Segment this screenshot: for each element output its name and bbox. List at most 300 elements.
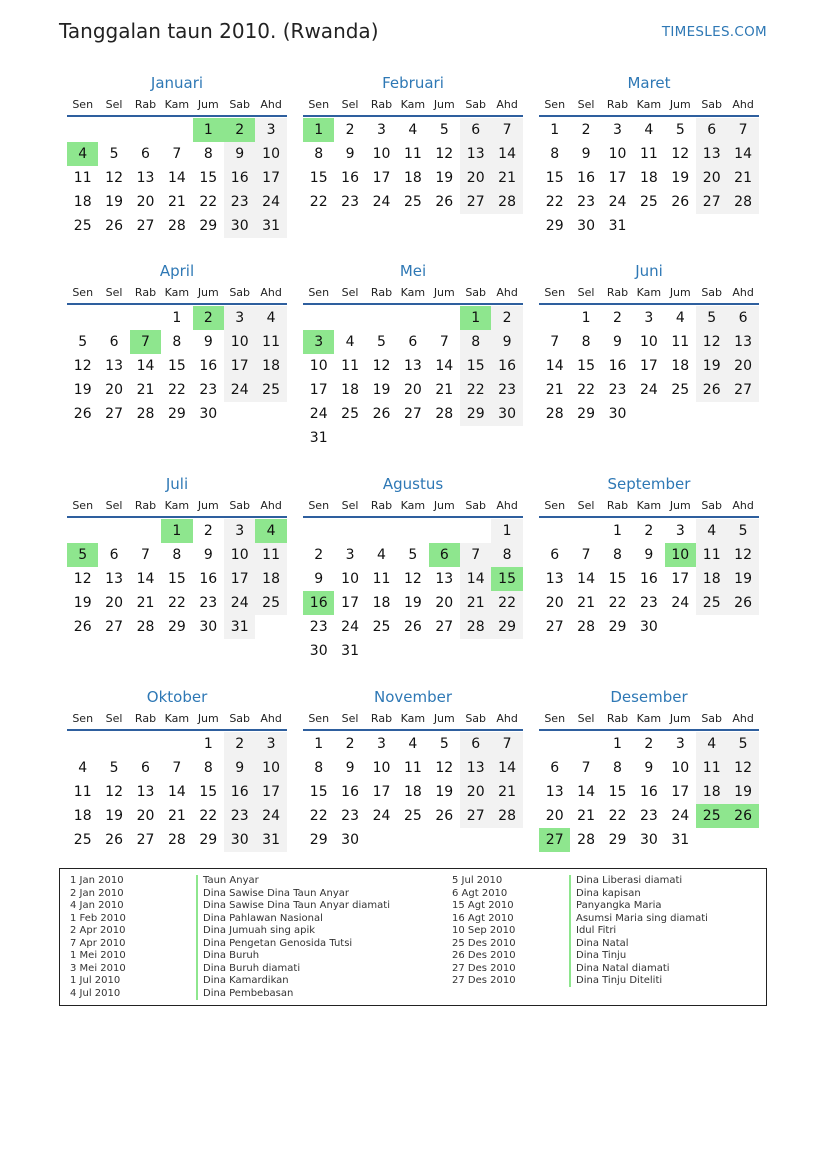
holiday-day[interactable]: 6	[429, 543, 460, 567]
calendar-day[interactable]: 14	[498, 146, 516, 162]
calendar-day[interactable]: 30	[577, 218, 595, 234]
calendar-day[interactable]: 28	[136, 406, 155, 422]
calendar-day[interactable]: 1	[502, 523, 512, 539]
calendar-day[interactable]: 14	[136, 571, 155, 587]
calendar-day[interactable]: 6	[109, 334, 119, 350]
calendar-day[interactable]: 23	[341, 194, 359, 210]
calendar-day[interactable]: 1	[172, 310, 182, 326]
calendar-day[interactable]: 7	[172, 146, 182, 162]
calendar-day[interactable]: 22	[608, 808, 627, 824]
calendar-day[interactable]: 26	[702, 382, 721, 398]
calendar-day[interactable]: 27	[734, 382, 752, 398]
calendar-day[interactable]: 14	[577, 784, 595, 800]
calendar-day[interactable]: 26	[372, 406, 391, 422]
calendar-day[interactable]: 13	[702, 146, 721, 162]
calendar-day[interactable]: 13	[105, 358, 123, 374]
calendar-day[interactable]: 15	[199, 170, 218, 186]
calendar-day[interactable]: 4	[266, 310, 276, 326]
calendar-day[interactable]: 28	[167, 218, 186, 234]
calendar-day[interactable]: 19	[372, 382, 391, 398]
calendar-day[interactable]: 25	[262, 382, 280, 398]
calendar-day[interactable]: 9	[203, 334, 213, 350]
calendar-day[interactable]: 11	[403, 760, 422, 776]
calendar-day[interactable]: 8	[613, 760, 622, 776]
calendar-day[interactable]: 13	[545, 784, 564, 800]
calendar-day[interactable]: 20	[136, 808, 155, 824]
calendar-day[interactable]: 25	[403, 194, 422, 210]
calendar-day[interactable]: 24	[608, 194, 627, 210]
calendar-day[interactable]: 26	[73, 406, 92, 422]
calendar-day[interactable]: 1	[581, 310, 591, 326]
calendar-day[interactable]: 20	[545, 595, 564, 611]
calendar-day[interactable]: 5	[675, 122, 685, 138]
calendar-day[interactable]: 4	[78, 760, 88, 776]
calendar-day[interactable]: 20	[136, 194, 155, 210]
calendar-day[interactable]: 12	[435, 146, 454, 162]
calendar-day[interactable]: 7	[581, 760, 591, 776]
calendar-day[interactable]: 4	[345, 334, 355, 350]
calendar-day[interactable]: 29	[545, 218, 564, 234]
calendar-day[interactable]: 29	[199, 832, 218, 848]
calendar-day[interactable]: 30	[230, 218, 249, 234]
calendar-day[interactable]: 12	[435, 760, 454, 776]
calendar-day[interactable]: 9	[502, 334, 512, 350]
calendar-day[interactable]: 10	[341, 571, 359, 587]
calendar-day[interactable]: 25	[262, 595, 280, 611]
calendar-day[interactable]: 14	[545, 358, 564, 374]
holiday-day[interactable]: 1	[303, 118, 334, 142]
calendar-day[interactable]: 6	[471, 736, 481, 752]
calendar-day[interactable]: 2	[644, 736, 654, 752]
calendar-day[interactable]: 22	[167, 595, 186, 611]
calendar-day[interactable]: 15	[466, 358, 485, 374]
holiday-day[interactable]: 27	[539, 828, 570, 852]
calendar-day[interactable]: 24	[671, 595, 690, 611]
calendar-day[interactable]: 3	[266, 736, 276, 752]
calendar-day[interactable]: 7	[439, 334, 449, 350]
calendar-day[interactable]: 18	[73, 808, 92, 824]
calendar-day[interactable]: 19	[671, 170, 690, 186]
calendar-day[interactable]: 28	[435, 406, 454, 422]
calendar-day[interactable]: 8	[550, 146, 560, 162]
calendar-day[interactable]: 8	[172, 334, 182, 350]
calendar-day[interactable]: 27	[136, 832, 155, 848]
calendar-day[interactable]: 18	[403, 784, 422, 800]
calendar-day[interactable]: 21	[435, 382, 454, 398]
calendar-day[interactable]: 15	[167, 571, 186, 587]
calendar-day[interactable]: 24	[230, 595, 249, 611]
calendar-day[interactable]: 10	[230, 334, 249, 350]
calendar-day[interactable]: 26	[671, 194, 690, 210]
calendar-day[interactable]: 17	[372, 784, 391, 800]
calendar-day[interactable]: 18	[702, 784, 721, 800]
calendar-day[interactable]: 21	[577, 808, 595, 824]
calendar-day[interactable]: 31	[341, 643, 359, 659]
holiday-day[interactable]: 2	[193, 306, 224, 330]
calendar-day[interactable]: 13	[545, 571, 564, 587]
calendar-day[interactable]: 24	[639, 382, 658, 398]
calendar-day[interactable]: 14	[435, 358, 454, 374]
calendar-day[interactable]: 13	[105, 571, 123, 587]
calendar-day[interactable]: 3	[675, 523, 685, 539]
calendar-day[interactable]: 11	[702, 547, 721, 563]
calendar-day[interactable]: 19	[403, 595, 422, 611]
calendar-day[interactable]: 7	[581, 547, 591, 563]
calendar-day[interactable]: 16	[199, 571, 218, 587]
calendar-day[interactable]: 29	[167, 406, 186, 422]
calendar-day[interactable]: 15	[199, 784, 218, 800]
calendar-day[interactable]: 15	[608, 784, 627, 800]
calendar-day[interactable]: 22	[167, 382, 186, 398]
calendar-day[interactable]: 22	[577, 382, 595, 398]
holiday-day[interactable]: 3	[303, 330, 334, 354]
calendar-day[interactable]: 5	[78, 334, 88, 350]
calendar-day[interactable]: 12	[403, 571, 422, 587]
calendar-day[interactable]: 28	[577, 832, 595, 848]
calendar-day[interactable]: 16	[577, 170, 595, 186]
calendar-day[interactable]: 11	[671, 334, 690, 350]
calendar-day[interactable]: 6	[550, 760, 560, 776]
calendar-day[interactable]: 12	[372, 358, 391, 374]
calendar-day[interactable]: 24	[262, 808, 280, 824]
calendar-day[interactable]: 5	[738, 523, 748, 539]
calendar-day[interactable]: 9	[314, 571, 324, 587]
calendar-day[interactable]: 10	[372, 146, 391, 162]
calendar-day[interactable]: 23	[577, 194, 595, 210]
calendar-day[interactable]: 18	[702, 571, 721, 587]
calendar-day[interactable]: 19	[73, 382, 92, 398]
calendar-day[interactable]: 5	[377, 334, 386, 350]
calendar-day[interactable]: 14	[466, 571, 485, 587]
holiday-day[interactable]: 25	[696, 804, 727, 828]
calendar-day[interactable]: 19	[734, 571, 752, 587]
calendar-day[interactable]: 29	[608, 619, 627, 635]
calendar-day[interactable]: 21	[498, 784, 516, 800]
calendar-day[interactable]: 29	[309, 832, 328, 848]
calendar-day[interactable]: 18	[372, 595, 391, 611]
calendar-day[interactable]: 18	[639, 170, 658, 186]
calendar-day[interactable]: 11	[639, 146, 658, 162]
calendar-day[interactable]: 18	[262, 571, 280, 587]
calendar-day[interactable]: 16	[230, 170, 249, 186]
calendar-day[interactable]: 20	[734, 358, 752, 374]
calendar-day[interactable]: 27	[466, 808, 485, 824]
calendar-day[interactable]: 20	[466, 170, 485, 186]
calendar-day[interactable]: 15	[309, 784, 328, 800]
calendar-day[interactable]: 24	[372, 808, 391, 824]
calendar-day[interactable]: 26	[403, 619, 422, 635]
calendar-day[interactable]: 26	[73, 619, 92, 635]
holiday-day[interactable]: 10	[665, 543, 696, 567]
holiday-day[interactable]: 1	[161, 519, 192, 543]
calendar-day[interactable]: 9	[203, 547, 213, 563]
calendar-day[interactable]: 25	[639, 194, 658, 210]
calendar-day[interactable]: 14	[498, 760, 516, 776]
calendar-day[interactable]: 17	[639, 358, 658, 374]
calendar-day[interactable]: 30	[639, 832, 658, 848]
calendar-day[interactable]: 31	[230, 619, 249, 635]
calendar-day[interactable]: 18	[403, 170, 422, 186]
calendar-day[interactable]: 5	[109, 146, 119, 162]
calendar-day[interactable]: 4	[408, 736, 418, 752]
calendar-day[interactable]: 20	[435, 595, 454, 611]
holiday-day[interactable]: 16	[303, 591, 334, 615]
calendar-day[interactable]: 25	[73, 218, 92, 234]
calendar-day[interactable]: 25	[372, 619, 391, 635]
calendar-day[interactable]: 12	[105, 784, 123, 800]
calendar-day[interactable]: 2	[644, 523, 654, 539]
calendar-day[interactable]: 18	[341, 382, 359, 398]
calendar-day[interactable]: 7	[550, 334, 560, 350]
calendar-day[interactable]: 7	[471, 547, 481, 563]
calendar-day[interactable]: 27	[435, 619, 454, 635]
calendar-day[interactable]: 9	[235, 760, 245, 776]
calendar-day[interactable]: 26	[734, 595, 752, 611]
calendar-day[interactable]: 8	[581, 334, 591, 350]
calendar-day[interactable]: 7	[738, 122, 748, 138]
calendar-day[interactable]: 13	[136, 784, 155, 800]
calendar-day[interactable]: 3	[675, 736, 685, 752]
calendar-day[interactable]: 13	[403, 358, 422, 374]
calendar-day[interactable]: 29	[608, 832, 627, 848]
calendar-day[interactable]: 23	[639, 808, 658, 824]
calendar-day[interactable]: 16	[639, 571, 658, 587]
calendar-day[interactable]: 5	[408, 547, 418, 563]
calendar-day[interactable]: 8	[502, 547, 512, 563]
calendar-day[interactable]: 3	[613, 122, 622, 138]
calendar-day[interactable]: 3	[644, 310, 654, 326]
calendar-day[interactable]: 3	[377, 736, 386, 752]
calendar-day[interactable]: 5	[439, 122, 449, 138]
calendar-day[interactable]: 17	[262, 170, 280, 186]
calendar-day[interactable]: 3	[377, 122, 386, 138]
calendar-day[interactable]: 14	[136, 358, 155, 374]
calendar-day[interactable]: 18	[262, 358, 280, 374]
calendar-day[interactable]: 29	[466, 406, 485, 422]
calendar-day[interactable]: 6	[738, 310, 748, 326]
calendar-day[interactable]: 23	[608, 382, 627, 398]
holiday-day[interactable]: 1	[193, 118, 224, 142]
calendar-day[interactable]: 17	[671, 571, 690, 587]
calendar-day[interactable]: 28	[498, 808, 516, 824]
calendar-day[interactable]: 31	[262, 832, 280, 848]
calendar-day[interactable]: 24	[341, 619, 359, 635]
calendar-day[interactable]: 28	[734, 194, 752, 210]
calendar-day[interactable]: 17	[608, 170, 627, 186]
calendar-day[interactable]: 25	[702, 595, 721, 611]
calendar-day[interactable]: 22	[309, 194, 328, 210]
calendar-day[interactable]: 11	[372, 571, 391, 587]
calendar-day[interactable]: 26	[435, 808, 454, 824]
calendar-day[interactable]: 23	[230, 194, 249, 210]
calendar-day[interactable]: 22	[608, 595, 627, 611]
calendar-day[interactable]: 12	[734, 547, 752, 563]
calendar-day[interactable]: 15	[608, 571, 627, 587]
calendar-day[interactable]: 16	[498, 358, 516, 374]
calendar-day[interactable]: 17	[372, 170, 391, 186]
calendar-day[interactable]: 17	[230, 358, 249, 374]
calendar-day[interactable]: 20	[105, 595, 123, 611]
calendar-day[interactable]: 9	[235, 146, 245, 162]
calendar-day[interactable]: 19	[105, 194, 123, 210]
calendar-day[interactable]: 5	[109, 760, 119, 776]
calendar-day[interactable]: 20	[403, 382, 422, 398]
calendar-day[interactable]: 28	[577, 619, 595, 635]
calendar-day[interactable]: 28	[498, 194, 516, 210]
calendar-day[interactable]: 15	[309, 170, 328, 186]
calendar-day[interactable]: 9	[581, 146, 591, 162]
calendar-day[interactable]: 8	[471, 334, 481, 350]
calendar-day[interactable]: 4	[707, 523, 717, 539]
calendar-day[interactable]: 22	[466, 382, 485, 398]
calendar-day[interactable]: 30	[309, 643, 328, 659]
calendar-day[interactable]: 12	[73, 358, 92, 374]
calendar-day[interactable]: 6	[408, 334, 418, 350]
calendar-day[interactable]: 2	[235, 736, 245, 752]
calendar-day[interactable]: 31	[309, 430, 328, 446]
calendar-day[interactable]: 8	[203, 760, 213, 776]
calendar-day[interactable]: 10	[262, 146, 280, 162]
calendar-day[interactable]: 9	[644, 547, 654, 563]
calendar-day[interactable]: 10	[608, 146, 627, 162]
calendar-day[interactable]: 9	[345, 760, 355, 776]
calendar-day[interactable]: 19	[73, 595, 92, 611]
calendar-day[interactable]: 21	[167, 194, 186, 210]
calendar-day[interactable]: 13	[435, 571, 454, 587]
calendar-day[interactable]: 21	[466, 595, 485, 611]
calendar-day[interactable]: 7	[502, 122, 512, 138]
calendar-day[interactable]: 25	[73, 832, 92, 848]
calendar-day[interactable]: 10	[671, 760, 690, 776]
calendar-day[interactable]: 10	[309, 358, 328, 374]
calendar-day[interactable]: 19	[435, 170, 454, 186]
holiday-day[interactable]: 2	[224, 118, 255, 142]
calendar-day[interactable]: 20	[466, 784, 485, 800]
calendar-day[interactable]: 23	[199, 382, 218, 398]
calendar-day[interactable]: 22	[498, 595, 516, 611]
calendar-day[interactable]: 8	[613, 547, 622, 563]
calendar-day[interactable]: 6	[109, 547, 119, 563]
calendar-day[interactable]: 6	[471, 122, 481, 138]
calendar-day[interactable]: 28	[466, 619, 485, 635]
calendar-day[interactable]: 16	[230, 784, 249, 800]
calendar-day[interactable]: 2	[581, 122, 591, 138]
calendar-day[interactable]: 17	[671, 784, 690, 800]
calendar-day[interactable]: 21	[136, 382, 155, 398]
calendar-day[interactable]: 2	[502, 310, 512, 326]
calendar-day[interactable]: 30	[608, 406, 627, 422]
calendar-day[interactable]: 27	[105, 619, 123, 635]
calendar-day[interactable]: 24	[372, 194, 391, 210]
calendar-day[interactable]: 1	[314, 736, 324, 752]
calendar-day[interactable]: 12	[734, 760, 752, 776]
calendar-day[interactable]: 2	[345, 736, 355, 752]
calendar-day[interactable]: 6	[707, 122, 717, 138]
calendar-day[interactable]: 26	[435, 194, 454, 210]
calendar-day[interactable]: 2	[314, 547, 324, 563]
calendar-day[interactable]: 8	[314, 760, 324, 776]
calendar-day[interactable]: 12	[671, 146, 690, 162]
calendar-day[interactable]: 19	[702, 358, 721, 374]
calendar-day[interactable]: 11	[73, 170, 92, 186]
calendar-day[interactable]: 23	[341, 808, 359, 824]
calendar-day[interactable]: 13	[734, 334, 752, 350]
calendar-day[interactable]: 21	[545, 382, 564, 398]
calendar-day[interactable]: 21	[136, 595, 155, 611]
calendar-day[interactable]: 3	[235, 310, 245, 326]
calendar-day[interactable]: 10	[372, 760, 391, 776]
holiday-day[interactable]: 7	[130, 330, 161, 354]
calendar-day[interactable]: 2	[345, 122, 355, 138]
holiday-day[interactable]: 4	[255, 519, 286, 543]
calendar-day[interactable]: 3	[345, 547, 355, 563]
calendar-day[interactable]: 12	[73, 571, 92, 587]
calendar-day[interactable]: 1	[613, 736, 622, 752]
calendar-day[interactable]: 30	[230, 832, 249, 848]
calendar-day[interactable]: 30	[498, 406, 516, 422]
calendar-day[interactable]: 9	[613, 334, 622, 350]
calendar-day[interactable]: 6	[141, 760, 150, 776]
calendar-day[interactable]: 30	[199, 406, 218, 422]
calendar-day[interactable]: 11	[341, 358, 359, 374]
calendar-day[interactable]: 23	[498, 382, 516, 398]
calendar-day[interactable]: 5	[439, 736, 449, 752]
calendar-day[interactable]: 5	[738, 736, 748, 752]
calendar-day[interactable]: 14	[734, 146, 752, 162]
calendar-day[interactable]: 19	[105, 808, 123, 824]
calendar-day[interactable]: 9	[345, 146, 355, 162]
calendar-day[interactable]: 25	[341, 406, 359, 422]
calendar-day[interactable]: 24	[230, 382, 249, 398]
calendar-day[interactable]: 17	[341, 595, 359, 611]
calendar-day[interactable]: 1	[613, 523, 622, 539]
calendar-day[interactable]: 7	[502, 736, 512, 752]
calendar-day[interactable]: 16	[341, 170, 359, 186]
calendar-day[interactable]: 20	[702, 170, 721, 186]
calendar-day[interactable]: 26	[105, 218, 123, 234]
calendar-day[interactable]: 11	[702, 760, 721, 776]
calendar-day[interactable]: 2	[613, 310, 622, 326]
calendar-day[interactable]: 23	[199, 595, 218, 611]
calendar-day[interactable]: 27	[403, 406, 422, 422]
calendar-day[interactable]: 21	[498, 170, 516, 186]
calendar-day[interactable]: 24	[309, 406, 328, 422]
holiday-day[interactable]: 4	[67, 142, 98, 166]
holiday-day[interactable]: 1	[460, 306, 491, 330]
calendar-day[interactable]: 12	[105, 170, 123, 186]
calendar-day[interactable]: 28	[545, 406, 564, 422]
calendar-day[interactable]: 4	[707, 736, 717, 752]
calendar-day[interactable]: 27	[136, 218, 155, 234]
calendar-day[interactable]: 14	[167, 784, 186, 800]
calendar-day[interactable]: 17	[309, 382, 328, 398]
calendar-day[interactable]: 12	[702, 334, 721, 350]
calendar-day[interactable]: 4	[644, 122, 654, 138]
calendar-day[interactable]: 29	[199, 218, 218, 234]
calendar-day[interactable]: 16	[608, 358, 627, 374]
calendar-day[interactable]: 18	[73, 194, 92, 210]
calendar-day[interactable]: 9	[644, 760, 654, 776]
calendar-day[interactable]: 27	[702, 194, 721, 210]
calendar-day[interactable]: 30	[341, 832, 359, 848]
calendar-day[interactable]: 21	[734, 170, 752, 186]
calendar-day[interactable]: 7	[141, 547, 150, 563]
calendar-day[interactable]: 11	[403, 146, 422, 162]
calendar-day[interactable]: 29	[498, 619, 516, 635]
calendar-day[interactable]: 27	[466, 194, 485, 210]
calendar-day[interactable]: 30	[639, 619, 658, 635]
calendar-day[interactable]: 17	[230, 571, 249, 587]
